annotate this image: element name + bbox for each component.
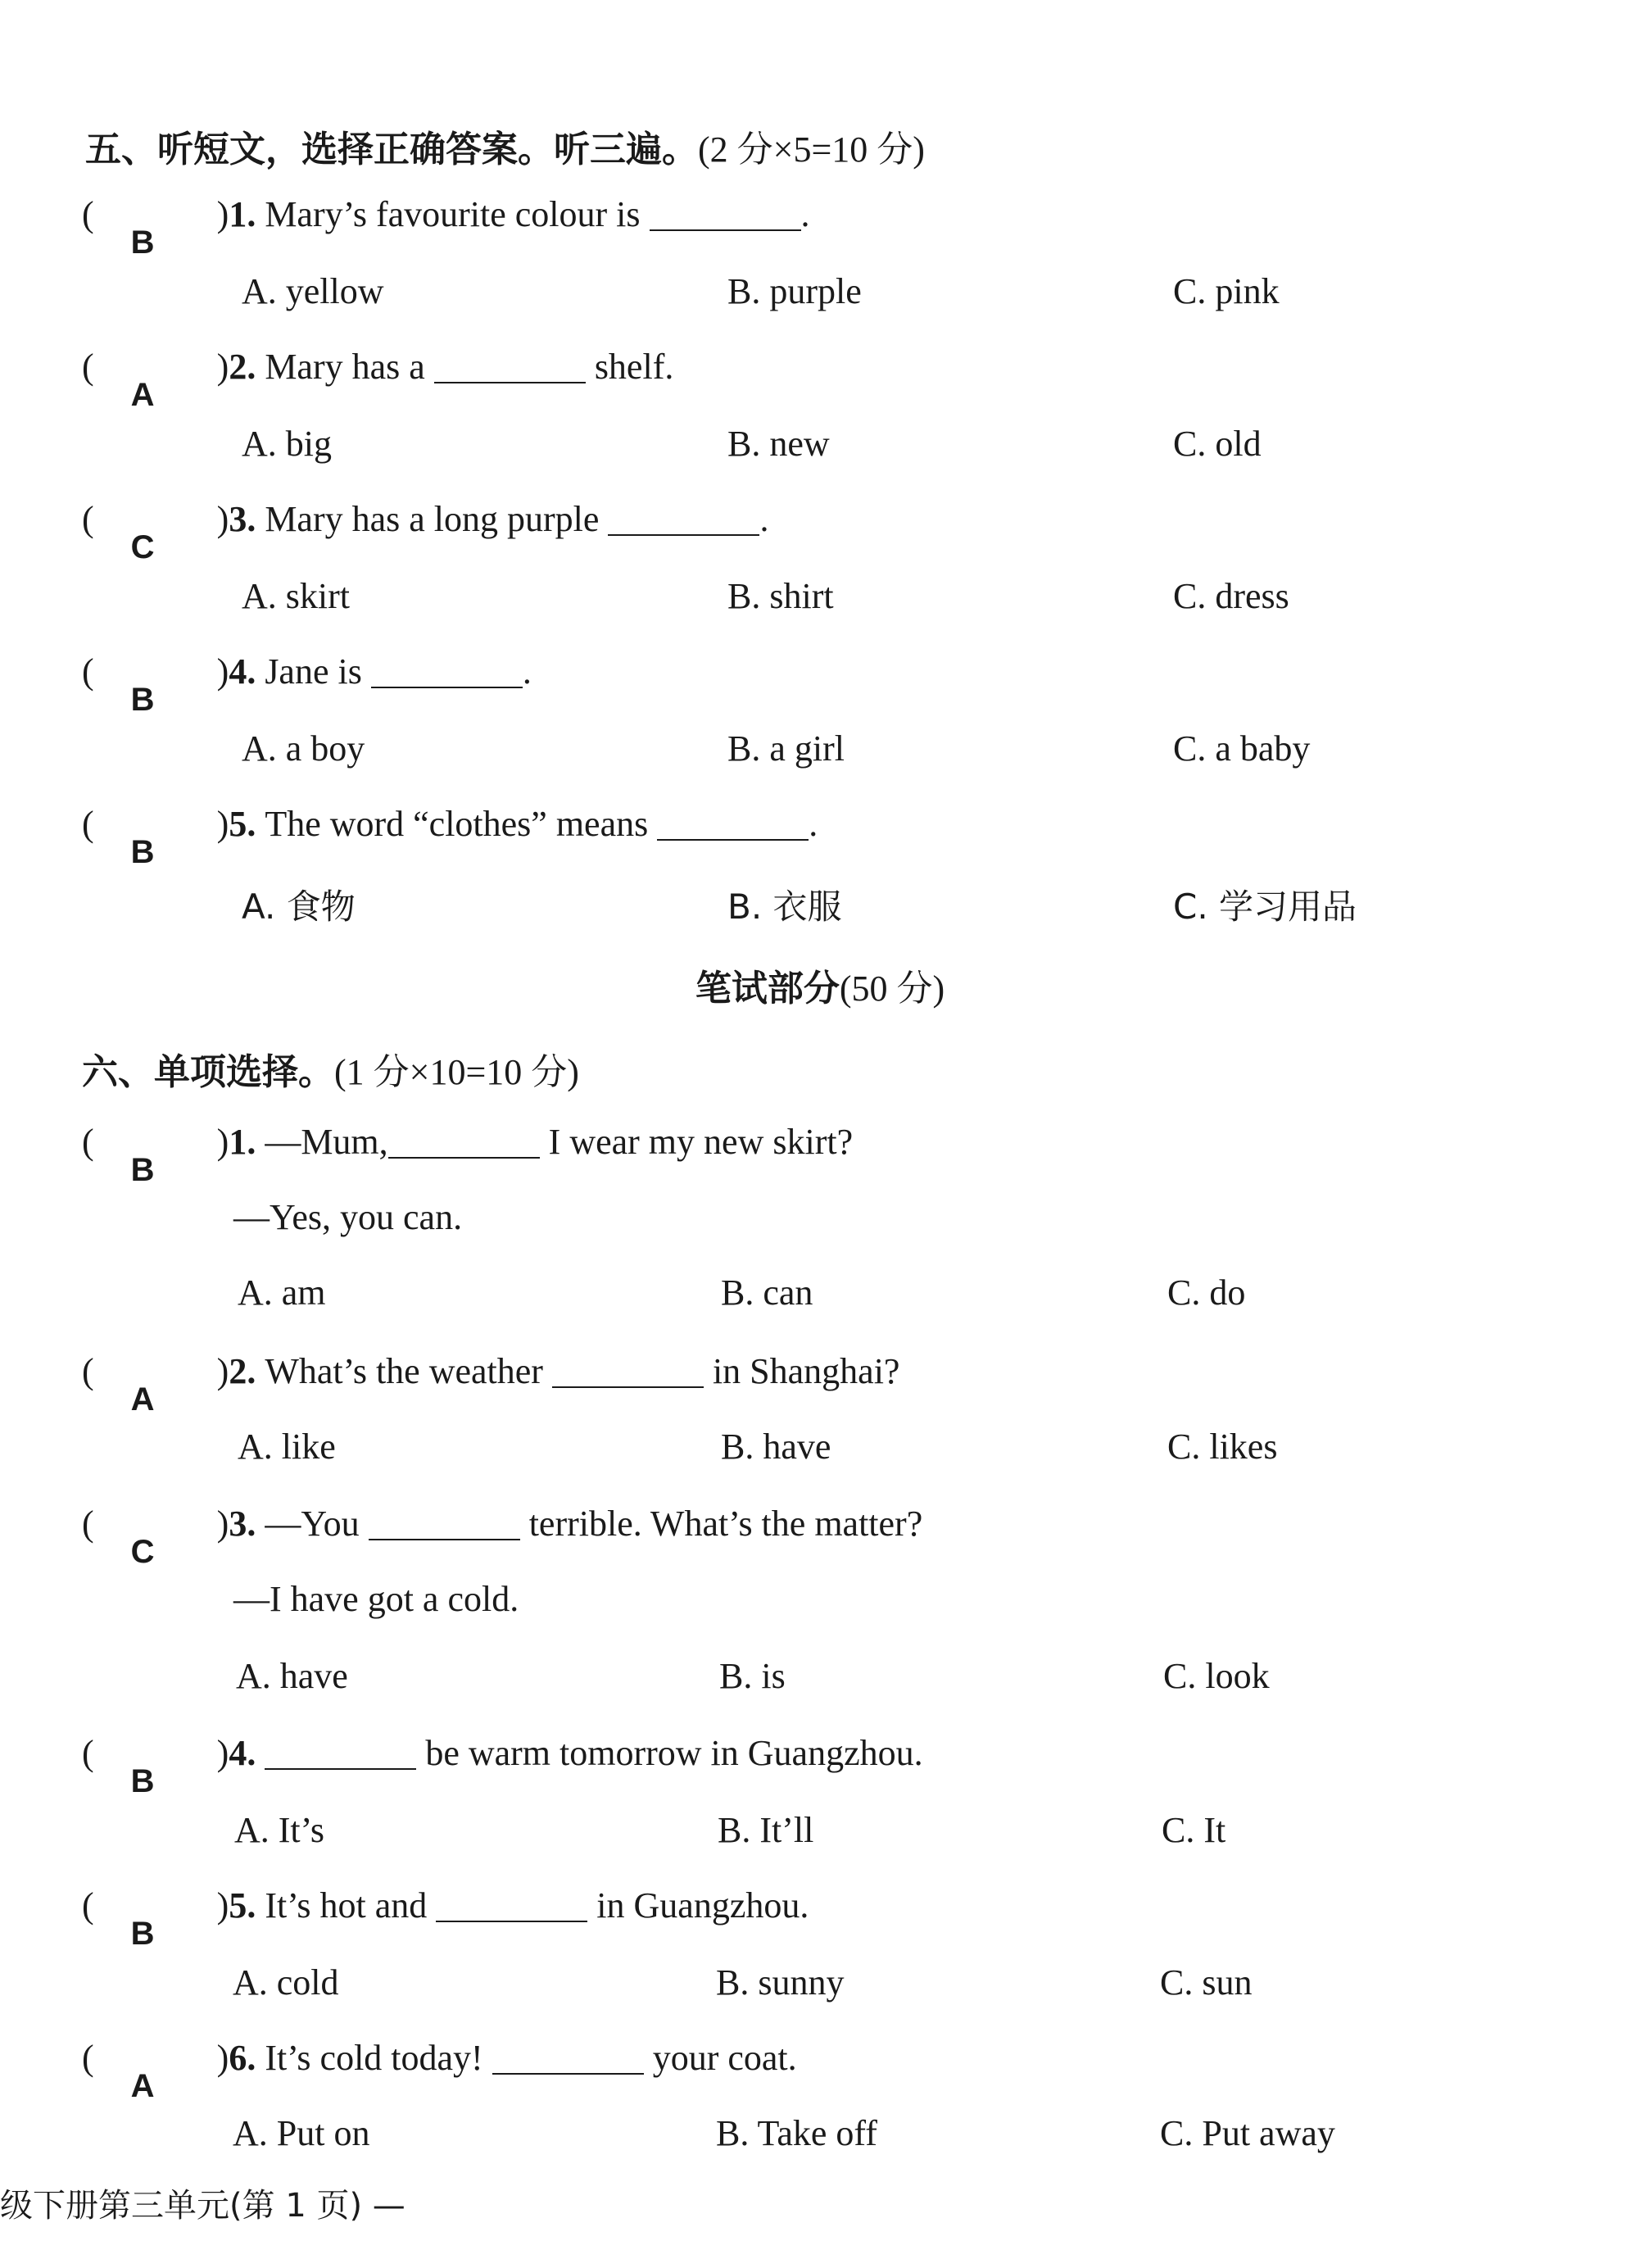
question-text: It’s cold today! [265, 2038, 492, 2078]
section6-heading [82, 1042, 579, 1095]
option-c: C. dress [1173, 576, 1289, 616]
answer-blank [388, 1126, 540, 1159]
section6-title: 六、单项选择。 [82, 1051, 334, 1093]
question-text-end: in Shanghai? [703, 1351, 900, 1391]
question-number: 2. [229, 347, 256, 387]
option-c: C. old [1173, 424, 1262, 464]
answer: A [130, 1381, 155, 1418]
option-b: B. new [727, 424, 830, 464]
answer: C [130, 529, 155, 565]
question-text-end: your coat. [643, 2038, 797, 2078]
option-c: C. likes [1167, 1427, 1278, 1467]
answer-blank [492, 2042, 644, 2075]
option-c: C. sun [1160, 1962, 1253, 2003]
question-text: What’s the weather [265, 1351, 552, 1391]
question-text: Mary has a long purple [265, 499, 609, 539]
written-part-heading [0, 959, 1640, 1011]
option-c-text: C. 学习用品 [1173, 887, 1357, 927]
question-text: Mary has a [265, 347, 434, 387]
option-b: B. Take off [716, 2113, 877, 2153]
answer: B [130, 225, 155, 261]
answer-blank [608, 503, 759, 536]
answer: B [130, 682, 155, 718]
question-text-end: be warm tomorrow in Guangzhou. [416, 1733, 923, 1773]
s6-question-2: ( A )2. What’s the weather in Shanghai? [82, 1351, 900, 1418]
option-a: A. am [238, 1272, 326, 1313]
answer-blank [657, 808, 809, 841]
question-number: 6. [229, 2038, 256, 2078]
answer: A [130, 377, 155, 413]
reply-line: —Yes, you can. [233, 1197, 463, 1237]
option-a: A. like [238, 1427, 336, 1467]
answer-blank [650, 198, 801, 231]
section6-score: (1 分×10=10 分) [334, 1052, 579, 1092]
question-text-end: shelf. [585, 347, 674, 387]
option-c [1173, 880, 1357, 929]
question-number: 2. [229, 1351, 256, 1391]
option-a: A. cold [233, 1962, 339, 2003]
answer: B [130, 1152, 155, 1188]
option-a: A. have [236, 1656, 348, 1696]
answer-blank [369, 1508, 520, 1540]
question-number: 3. [229, 1504, 256, 1544]
option-b: B. is [719, 1656, 786, 1696]
s5-question-4: ( B )4. Jane is . [82, 651, 532, 718]
question-text-end: I wear my new skirt? [539, 1122, 854, 1162]
answer-blank [434, 351, 586, 383]
option-c: C. do [1167, 1272, 1246, 1313]
answer-blank [436, 1889, 587, 1922]
answer-blank [371, 655, 523, 688]
question-text-end: . [800, 194, 810, 234]
option-c: C. a baby [1173, 728, 1311, 769]
option-a: A. Put on [233, 2113, 370, 2153]
section5-heading [85, 120, 925, 172]
s6-question-1: ( B )1. —Mum, I wear my new skirt? [82, 1122, 854, 1188]
option-b: B. purple [727, 271, 862, 311]
option-b: B. a girl [727, 728, 845, 769]
option-c: C. pink [1173, 271, 1280, 311]
question-number: 1. [229, 194, 256, 234]
section5-title: 五、听短文，选择正确答案。听三遍。 [85, 129, 698, 170]
question-number: 5. [229, 1885, 256, 1926]
option-c: C. Put away [1160, 2113, 1335, 2153]
answer: C [130, 1534, 155, 1570]
question-text: The word “clothes” means [265, 804, 658, 844]
question-number: 4. [229, 1733, 256, 1773]
option-a-text: A. 食物 [242, 887, 356, 927]
option-b [727, 880, 842, 929]
option-a [242, 880, 356, 929]
option-a: A. a boy [242, 728, 365, 769]
s5-question-5: ( B )5. The word “clothes” means . [82, 804, 818, 870]
question-text-end: . [809, 804, 818, 844]
question-text-end: . [759, 499, 769, 539]
s6-question-5: ( B )5. It’s hot and in Guangzhou. [82, 1885, 809, 1952]
question-number: 1. [229, 1122, 256, 1162]
question-text-end: terrible. What’s the matter? [519, 1504, 923, 1544]
option-b: B. have [721, 1427, 831, 1467]
answer: B [130, 1916, 155, 1952]
question-number: 3. [229, 499, 256, 539]
section5-score: (2 分×5=10 分) [698, 129, 925, 170]
s6-question-6: ( A )6. It’s cold today! your coat. [82, 2038, 797, 2104]
question-number: 5. [229, 804, 256, 844]
option-c: C. It [1162, 1810, 1226, 1850]
s5-question-3: ( C )3. Mary has a long purple . [82, 499, 769, 565]
option-a: A. big [242, 424, 332, 464]
option-c: C. look [1163, 1656, 1270, 1696]
answer-blank [552, 1355, 704, 1388]
written-title: 笔试部分 [695, 968, 840, 1009]
option-b: B. sunny [716, 1962, 845, 2003]
option-b: B. It’ll [718, 1810, 814, 1850]
answer-blank [265, 1737, 416, 1770]
question-text: It’s hot and [265, 1885, 437, 1926]
page-footer: 级下册第三单元(第 1 页) — [0, 2187, 405, 2225]
option-a: A. skirt [242, 576, 350, 616]
answer: B [130, 1763, 155, 1799]
written-score: (50 分) [839, 968, 945, 1009]
question-text: —Mum, [265, 1122, 388, 1162]
reply-line: —I have got a cold. [233, 1579, 519, 1619]
option-b: B. shirt [727, 576, 834, 616]
question-text-end: . [522, 651, 532, 692]
question-number: 4. [229, 651, 256, 692]
answer: B [130, 834, 155, 870]
question-text: Mary’s favourite colour is [265, 194, 650, 234]
s5-question-1: ( B )1. Mary’s favourite colour is . [82, 194, 810, 261]
question-text-end: in Guangzhou. [587, 1885, 809, 1926]
option-a: A. It’s [234, 1810, 324, 1850]
option-b-text: B. 衣服 [727, 887, 842, 927]
s6-question-3: ( C )3. —You terrible. What’s the matter? [82, 1504, 923, 1570]
option-a: A. yellow [242, 271, 384, 311]
s5-question-2: ( A )2. Mary has a shelf. [82, 347, 674, 413]
option-b: B. can [721, 1272, 813, 1313]
s6-question-4: ( B )4. be warm tomorrow in Guangzhou. [82, 1733, 923, 1799]
question-text: —You [265, 1504, 369, 1544]
question-text: Jane is [265, 651, 371, 692]
answer: A [130, 2068, 155, 2104]
